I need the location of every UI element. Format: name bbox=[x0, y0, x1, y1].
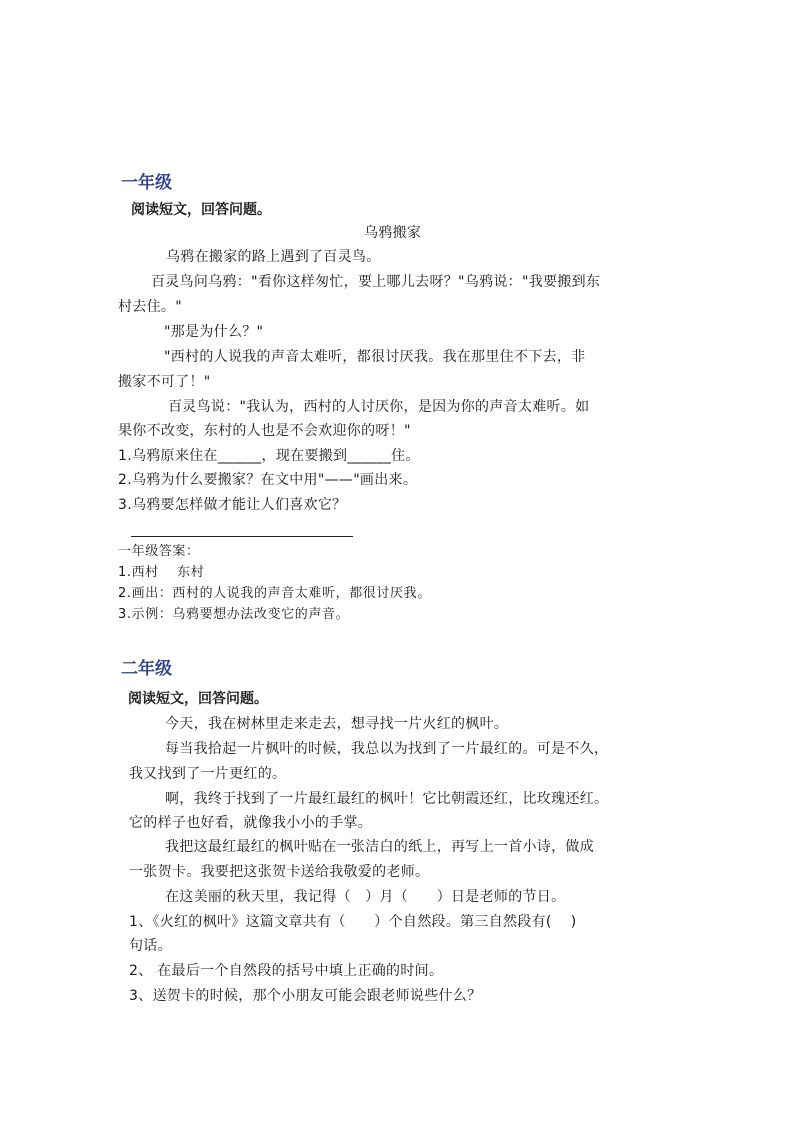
grade1-paragraph: 果你不改变，东村的人也是不会欢迎你的呀！" bbox=[118, 423, 411, 439]
grade2-paragraph: 我把这最红最红的枫叶贴在一张洁白的纸上，再写上一首小诗，做成 bbox=[165, 839, 594, 855]
grade1-paragraph: "西村的人说我的声音太难听，都很讨厌我。我在那里住不下去，非 bbox=[164, 349, 586, 365]
grade1-paragraph: 乌鸦在搬家的路上遇到了百灵鸟。 bbox=[166, 249, 381, 265]
grade1-answer: 2.画出：西村的人说我的声音太难听，都很讨厌我。 bbox=[118, 586, 431, 601]
grade1-answers-heading: 一年级答案： bbox=[118, 544, 200, 559]
grade1-question: 3.乌鸦要怎样做才能让人们喜欢它？ bbox=[118, 497, 347, 513]
grade2-instruction: 阅读短文，回答问题。 bbox=[128, 691, 268, 707]
grade1-paragraph: "那是为什么？" bbox=[164, 324, 264, 340]
grade2-question: 3、送贺卡的时候，那个小朋友可能会跟老师说些什么？ bbox=[129, 988, 482, 1004]
grade1-paragraph: 搬家不可了！" bbox=[118, 374, 211, 390]
grade1-question: 2.乌鸦为什么要搬家？在文中用"——"画出来。 bbox=[118, 472, 418, 488]
grade2-paragraph: 今天，我在树林里走来走去，想寻找一片火红的枫叶。 bbox=[165, 716, 509, 732]
grade2-paragraph: 每当我拾起一片枫叶的时候，我总以为找到了一片最红的。可是不久， bbox=[165, 741, 609, 757]
grade2-paragraph: 我又找到了一片更红的。 bbox=[129, 766, 287, 782]
grade2-paragraph: 啊，我终于找到了一片最红最红的枫叶！它比朝霞还红，比玫瑰还红。 bbox=[165, 791, 609, 807]
grade1-passage-title: 乌鸦搬家 bbox=[364, 225, 422, 241]
grade1-paragraph: 村去住。" bbox=[118, 299, 182, 315]
grade1-answer: 3.示例：乌鸦要想办法改变它的声音。 bbox=[118, 607, 350, 622]
grade2-question: 2、 在最后一个自然段的括号中填上正确的时间。 bbox=[129, 963, 444, 979]
grade1-paragraph: 百灵鸟问乌鸦："看你这样匆忙，要上哪儿去呀？"乌鸦说："我要搬到东 bbox=[151, 274, 601, 290]
grade2-paragraph: 在这美丽的秋天里，我记得（ ）月（ ）日是老师的节日。 bbox=[165, 889, 566, 905]
answer-line bbox=[131, 536, 353, 537]
grade2-question: 1、《火红的枫叶》这篇文章共有（ ）个自然段。第三自然段有( ) bbox=[129, 914, 577, 930]
grade2-paragraph: 它的样子也好看，就像我小小的手掌。 bbox=[129, 815, 373, 831]
grade1-question: 1.乌鸦原来住在______，现在要搬到______住。 bbox=[118, 448, 420, 464]
grade1-heading: 一年级 bbox=[121, 173, 172, 193]
grade1-paragraph: 百灵鸟说："我认为，西村的人讨厌你，是因为你的声音太难听。如 bbox=[168, 399, 590, 415]
grade2-question: 句话。 bbox=[129, 938, 172, 954]
grade1-answer: 1.西村 东村 bbox=[118, 565, 205, 580]
grade2-paragraph: 一张贺卡。我要把这张贺卡送给我敬爱的老师。 bbox=[129, 864, 430, 880]
grade1-instruction: 阅读短文，回答问题。 bbox=[131, 202, 271, 218]
grade2-heading: 二年级 bbox=[121, 659, 172, 679]
